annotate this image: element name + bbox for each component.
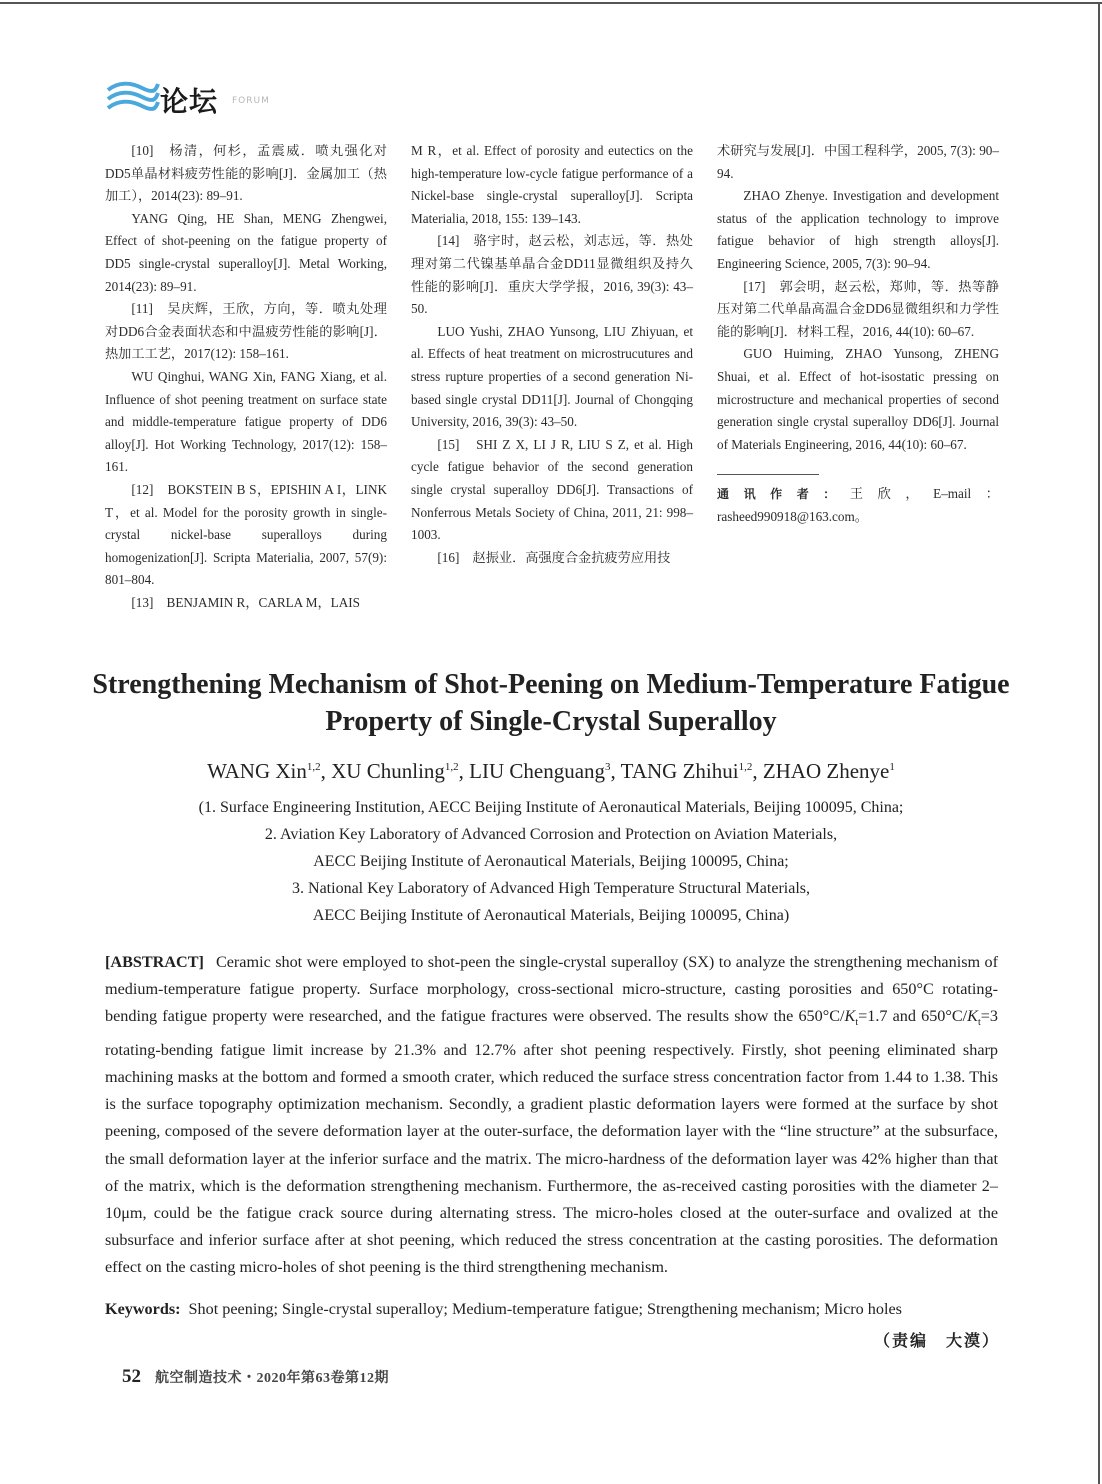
reference-entry: GUO Huiming, ZHAO Yunsong, ZHENG Shuai, et al. Effect of hot-isostatic pressing on microstructure and mechanical properties of second generation single crystal superalloy DD6[J]. Journal of Materials Engineering, 2016, 44(10): 60–67. [717, 346, 999, 452]
author-affiliation-mark: 1 [889, 761, 895, 773]
footnote-divider [717, 474, 819, 475]
reference-entry: LUO Yushi, ZHAO Yunsong, LIU Zhiyuan, et al. Effects of heat treatment on microstrucutures and stress rupture properties of a second generation Ni-based single crystal DD11[J]. Journal of Chongqing University, 2016, 39(3): 43–50. [411, 323, 693, 430]
reference-entry: ZHAO Zhenye. Investigation and development status of the application technology to improve fatigue behavior of high strength alloys[J]. Engineering Science, 2005, 7(3): 90–94. [717, 188, 999, 271]
reference-entry: [10] 杨清，何杉，孟震威．喷丸强化对DD5单晶材料疲劳性能的影响[J]．金属加工（热加工），2014(23): 89–91. [105, 143, 387, 204]
corresponding-author-footnote [717, 483, 999, 528]
abstract-text: Ceramic shot were employed to shot-peen the single-crystal superalloy (SX) to analyze the strengthening mechanism of medium-temperature fatigue property. Surface morphology, cross-sectional micro-structure, casting porosities and 650°C rotating-bending fatigue property were researched, and the fatigue fractures were observed. The results show the 650°C/ [105, 953, 998, 1026]
title-line-2: Property of Single-Crystal Superalloy [325, 706, 777, 737]
references-column-2 [411, 140, 693, 569]
author-separator: , [320, 759, 332, 783]
author-separator: , [458, 759, 470, 783]
reference-entry: [16] 赵振业．高强度合金抗疲劳应用技 [437, 549, 671, 565]
reference-entry: [12] BOKSTEIN B S，EPISHIN A I，LINK T，et al. Model for the porosity growth in single-crystal nickel-base superalloys during homogenization[J]. Scripta Materialia, 2007, 57(9): 801–804. [105, 481, 387, 588]
reference-entry: [15] SHI Z X, LI J R, LIU S Z, et al. High cycle fatigue behavior of the second generation single crystal superalloy DD6[J]. Transactions of Nonferrous Metals Society of China, 2011, 21: 998–1003. [411, 436, 693, 543]
affiliation-line: 2. Aviation Key Laboratory of Advanced Corrosion and Protection on Aviation Materials, [264, 826, 838, 843]
reference-entry: 术研究与发展[J]．中国工程科学，2005, 7(3): 90–94. [717, 143, 999, 181]
author-name: TANG Zhihui [620, 759, 739, 783]
affiliation-line: 3. National Key Laboratory of Advanced High Temperature Structural Materials, [292, 880, 810, 897]
page-frame-right [1098, 2, 1100, 1484]
author-list [60, 759, 1042, 784]
affiliation-line: AECC Beijing Institute of Aeronautical Materials, Beijing 100095, China; [313, 853, 789, 870]
title-line-1: Strengthening Mechanism of Shot-Peening on Medium-Temperature Fatigue [92, 669, 1010, 700]
kt-symbol: K [967, 1007, 978, 1026]
affiliation-line: AECC Beijing Institute of Aeronautical Materials, Beijing 100095, China) [312, 907, 790, 924]
author-affiliation-mark: 1,2 [738, 761, 753, 773]
abstract-text: =3 rotating-bending fatigue limit increase by 21.3% and 12.7% after shot peening respectively. Firstly, shot peening eliminated sharp machining masks at the bottom and formed a smooth crater, which reduced the surface stress concentration factor from 1.44 to 1.38. This is the surface topography optimization mechanism. Secondly, a gradient plastic deformation layers were formed at the surface by shot peening, composed of the severe deformation layer at the outer-surface, the deformation layer with the “line structure” at the subsurface, the small deformation layer at the inferior surface and the matrix. The micro-hardness of the deformation layer was 42% higher than that of the matrix, which is the deformation strengthening mechanism. Furthermore, the as-received casting porosities with the diameter 2–10μm, could be the fatigue crack source during alternating stress. The micro-holes closed at the outer-surface and ovalized at the subsurface and inferior surface after at shot peening, which reduced the stress concentration at the casting porosities. The deformation effect on the casting micro-holes of shot peening is the third strengthening mechanism. [105, 1007, 998, 1277]
page-frame-top [0, 2, 1102, 4]
reference-entry: [11] 吴庆辉，王欣，方向，等．喷丸处理对DD6合金表面状态和中温疲劳性能的影响[J]．热加工工艺，2017(12): 158–161. [105, 301, 387, 362]
keywords [105, 1300, 998, 1319]
abstract-text: =1.7 and 650°C/ [858, 1007, 968, 1026]
reference-entry: [13] BENJAMIN R，CARLA M，LAIS [131, 594, 360, 610]
references-column-1 [105, 140, 387, 614]
references-column-3 [717, 140, 999, 529]
page-number: 52 [122, 1366, 141, 1387]
section-logo [104, 78, 304, 120]
page-footer [122, 1366, 389, 1388]
article-title [60, 666, 1042, 740]
journal-name: 航空制造技术・2020年第63卷第12期 [155, 1371, 389, 1386]
author-name: WANG Xin [207, 759, 307, 783]
author-name: LIU Chenguang [469, 759, 606, 783]
abstract-label: [ABSTRACT] [105, 953, 204, 971]
reference-entry: M R，et al. Effect of porosity and eutectics on the high-temperature low-cycle fatigue performance of a Nickel-base single-crystal superalloy[J]. Scripta Materialia, 2018, 155: 139–143. [411, 143, 693, 226]
author-affiliation-mark: 1,2 [444, 761, 459, 773]
reference-entry: [17] 郭会明，赵云松，郑帅，等．热等静压对第二代单晶高温合金DD6显微组织和力学性能的影响[J]．材料工程，2016, 44(10): 60–67. [717, 278, 999, 339]
author-name: ZHAO Zhenye [762, 759, 890, 783]
kt-subscript: t [855, 1017, 859, 1029]
section-subtitle: FORUM [232, 96, 270, 106]
keywords-label: Keywords: [105, 1300, 181, 1318]
affiliations [60, 794, 1042, 929]
author-separator: , [610, 759, 621, 783]
footnote-text: 王欣，E–mail：rasheed990918@163.com。 [717, 486, 999, 524]
keywords-text: Shot peening; Single-crystal superalloy; Medium-temperature fatigue; Strengthening mechanism; Micro holes [188, 1300, 902, 1318]
section-title: 论坛 [160, 85, 219, 118]
author-affiliation-mark: 1,2 [306, 761, 321, 773]
editor-credit: （责编 大漠） [873, 1333, 1000, 1350]
reference-entry: YANG Qing, HE Shan, MENG Zhengwei, Effect of shot-peening on the fatigue property of DD5 single-crystal superalloy[J]. Metal Working, 2014(23): 89–91. [105, 210, 387, 294]
author-affiliation-mark: 3 [605, 761, 611, 773]
footnote-label: 通讯作者： [717, 487, 850, 502]
abstract [105, 949, 998, 1282]
author-separator: , [752, 759, 763, 783]
reference-entry: WU Qinghui, WANG Xin, FANG Xiang, et al. Influence of shot peening treatment on surface state and middle-temperature fatigue property of DD6 alloy[J]. Hot Working Technology, 2017(12): 158–161. [105, 368, 387, 475]
kt-subscript: t [977, 1017, 981, 1029]
reference-entry: [14] 骆宇时，赵云松，刘志远，等．热处理对第二代镍基单晶合金DD11显微组织及持久性能的影响[J]．重庆大学学报，2016, 39(3): 43–50. [411, 233, 693, 317]
kt-symbol: K [844, 1007, 856, 1026]
wave-logo-icon [104, 78, 160, 118]
author-name: XU Chunling [331, 759, 445, 783]
affiliation-line: (1. Surface Engineering Institution, AECC Beijing Institute of Aeronautical Materials, Beijing 100095, China; [198, 799, 904, 816]
